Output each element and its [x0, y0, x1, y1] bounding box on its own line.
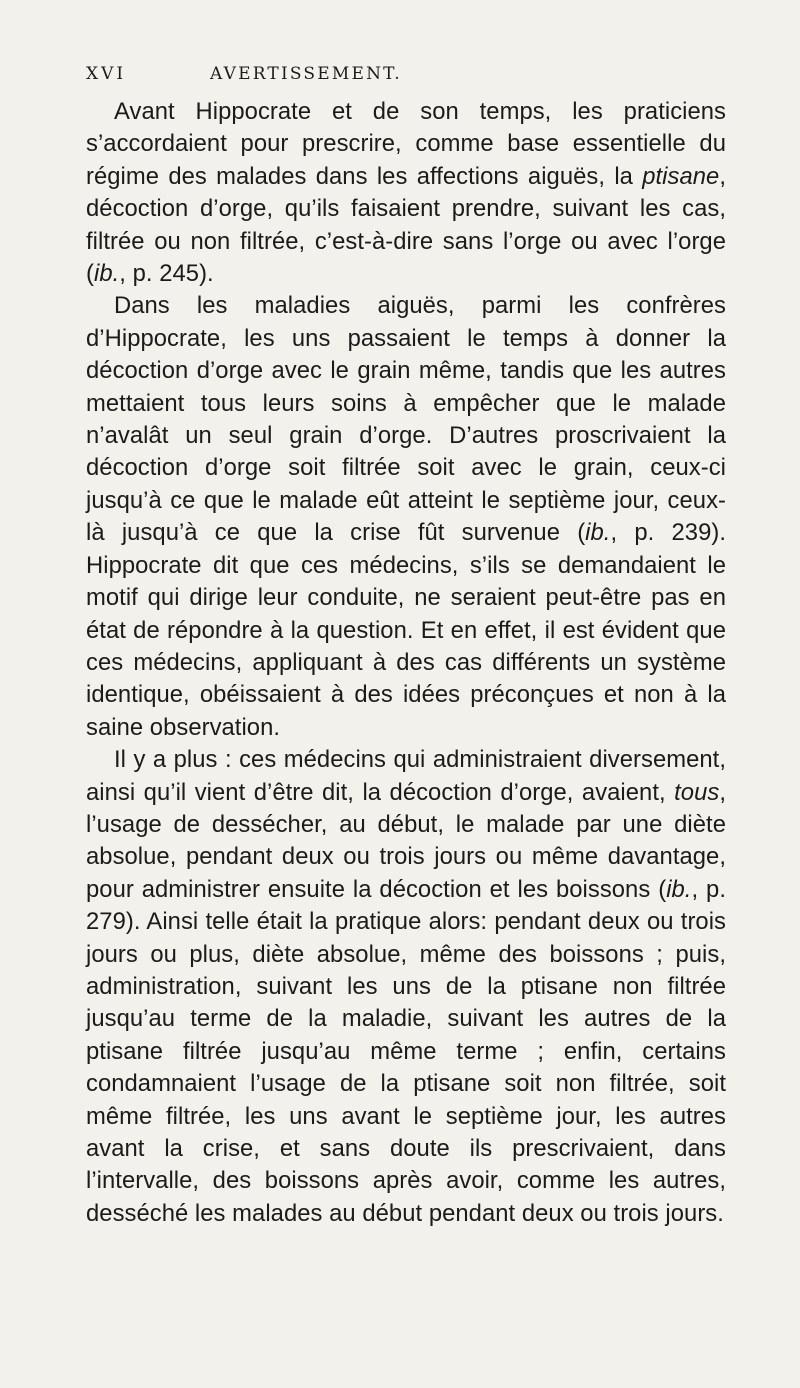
- italic-text-segment: tous: [674, 778, 720, 806]
- paragraph-1: [86, 96, 726, 290]
- text-segment: , l’usage de dessécher, au début, le malade par une diète absolue, pendant deux ou trois jours ou même davantage, pour administrer ensuite la décoction et les boissons (: [86, 778, 726, 903]
- italic-text-segment: ib.: [666, 875, 692, 903]
- paragraph-3: [86, 744, 726, 1230]
- text-segment: Dans les maladies aiguës, parmi les confrères d’Hippocrate, les uns passaient le temps à donner la décoction d’orge avec le grain même, tandis que les autres mettaient tous leurs soins à empêcher que le malade n’avalât un seul grain d’orge. D’autres proscrivaient la décoction d’orge soit filtrée soit avec le grain, ceux-ci jusqu’à ce que le malade eût atteint le septième jour, ceux-là jusqu’à ce que la crise fût survenue (: [86, 292, 726, 547]
- paragraph-2: [86, 290, 726, 744]
- page-number: XVI: [86, 64, 127, 84]
- body-text: [86, 96, 726, 1230]
- italic-text-segment: ptisane: [642, 162, 720, 190]
- text-segment: , p. 279). Ainsi telle était la pratique alors: pendant deux ou trois jours ou plus, diète absolue, même des boissons ; puis, administration, suivant les uns de la ptisane non filtrée jusqu’au terme de la maladie, suivant les autres de la ptisane filtrée jusqu’au même terme ; enfin, certains condamnaient l’usage de la ptisane soit non filtrée, soit même filtrée, les uns avant le septième jour, les autres avant la crise, et sans doute ils prescrivaient, dans l’intervalle, des boissons après avoir, comme les autres, desséché les malades au début pendant deux ou trois jours.: [86, 875, 727, 1227]
- running-head-title: AVERTISSEMENT.: [210, 64, 402, 84]
- text-segment: Avant Hippocrate et de son temps, les praticiens s’accordaient pour prescrire, comme base essentielle du régime des malades dans les affections aiguës, la: [86, 98, 726, 190]
- italic-text-segment: ib.: [93, 260, 120, 288]
- text-segment: , p. 239). Hippocrate dit que ces médecins, s’ils se demandaient le motif qui dirige leur conduite, ne seraient peut-être pas en état de répondre à la question. Et en effet, il est évident que ces médecins, appliquant à des cas différents un système identique, obéissaient à des idées préconçues et non à la saine observation.: [86, 519, 726, 741]
- running-head: [86, 64, 726, 88]
- italic-text-segment: ib.: [585, 519, 611, 547]
- text-segment: , p. 245).: [119, 260, 214, 288]
- text-segment: Il y a plus : ces médecins qui administraient diversement, ainsi qu’il vient d’être dit, la décoction d’orge, avaient,: [86, 746, 726, 806]
- text-segment: , décoction d’orge, qu’ils faisaient prendre, suivant les cas, filtrée ou non filtrée, c’est-à-dire sans l’orge ou avec l’orge (: [86, 162, 726, 288]
